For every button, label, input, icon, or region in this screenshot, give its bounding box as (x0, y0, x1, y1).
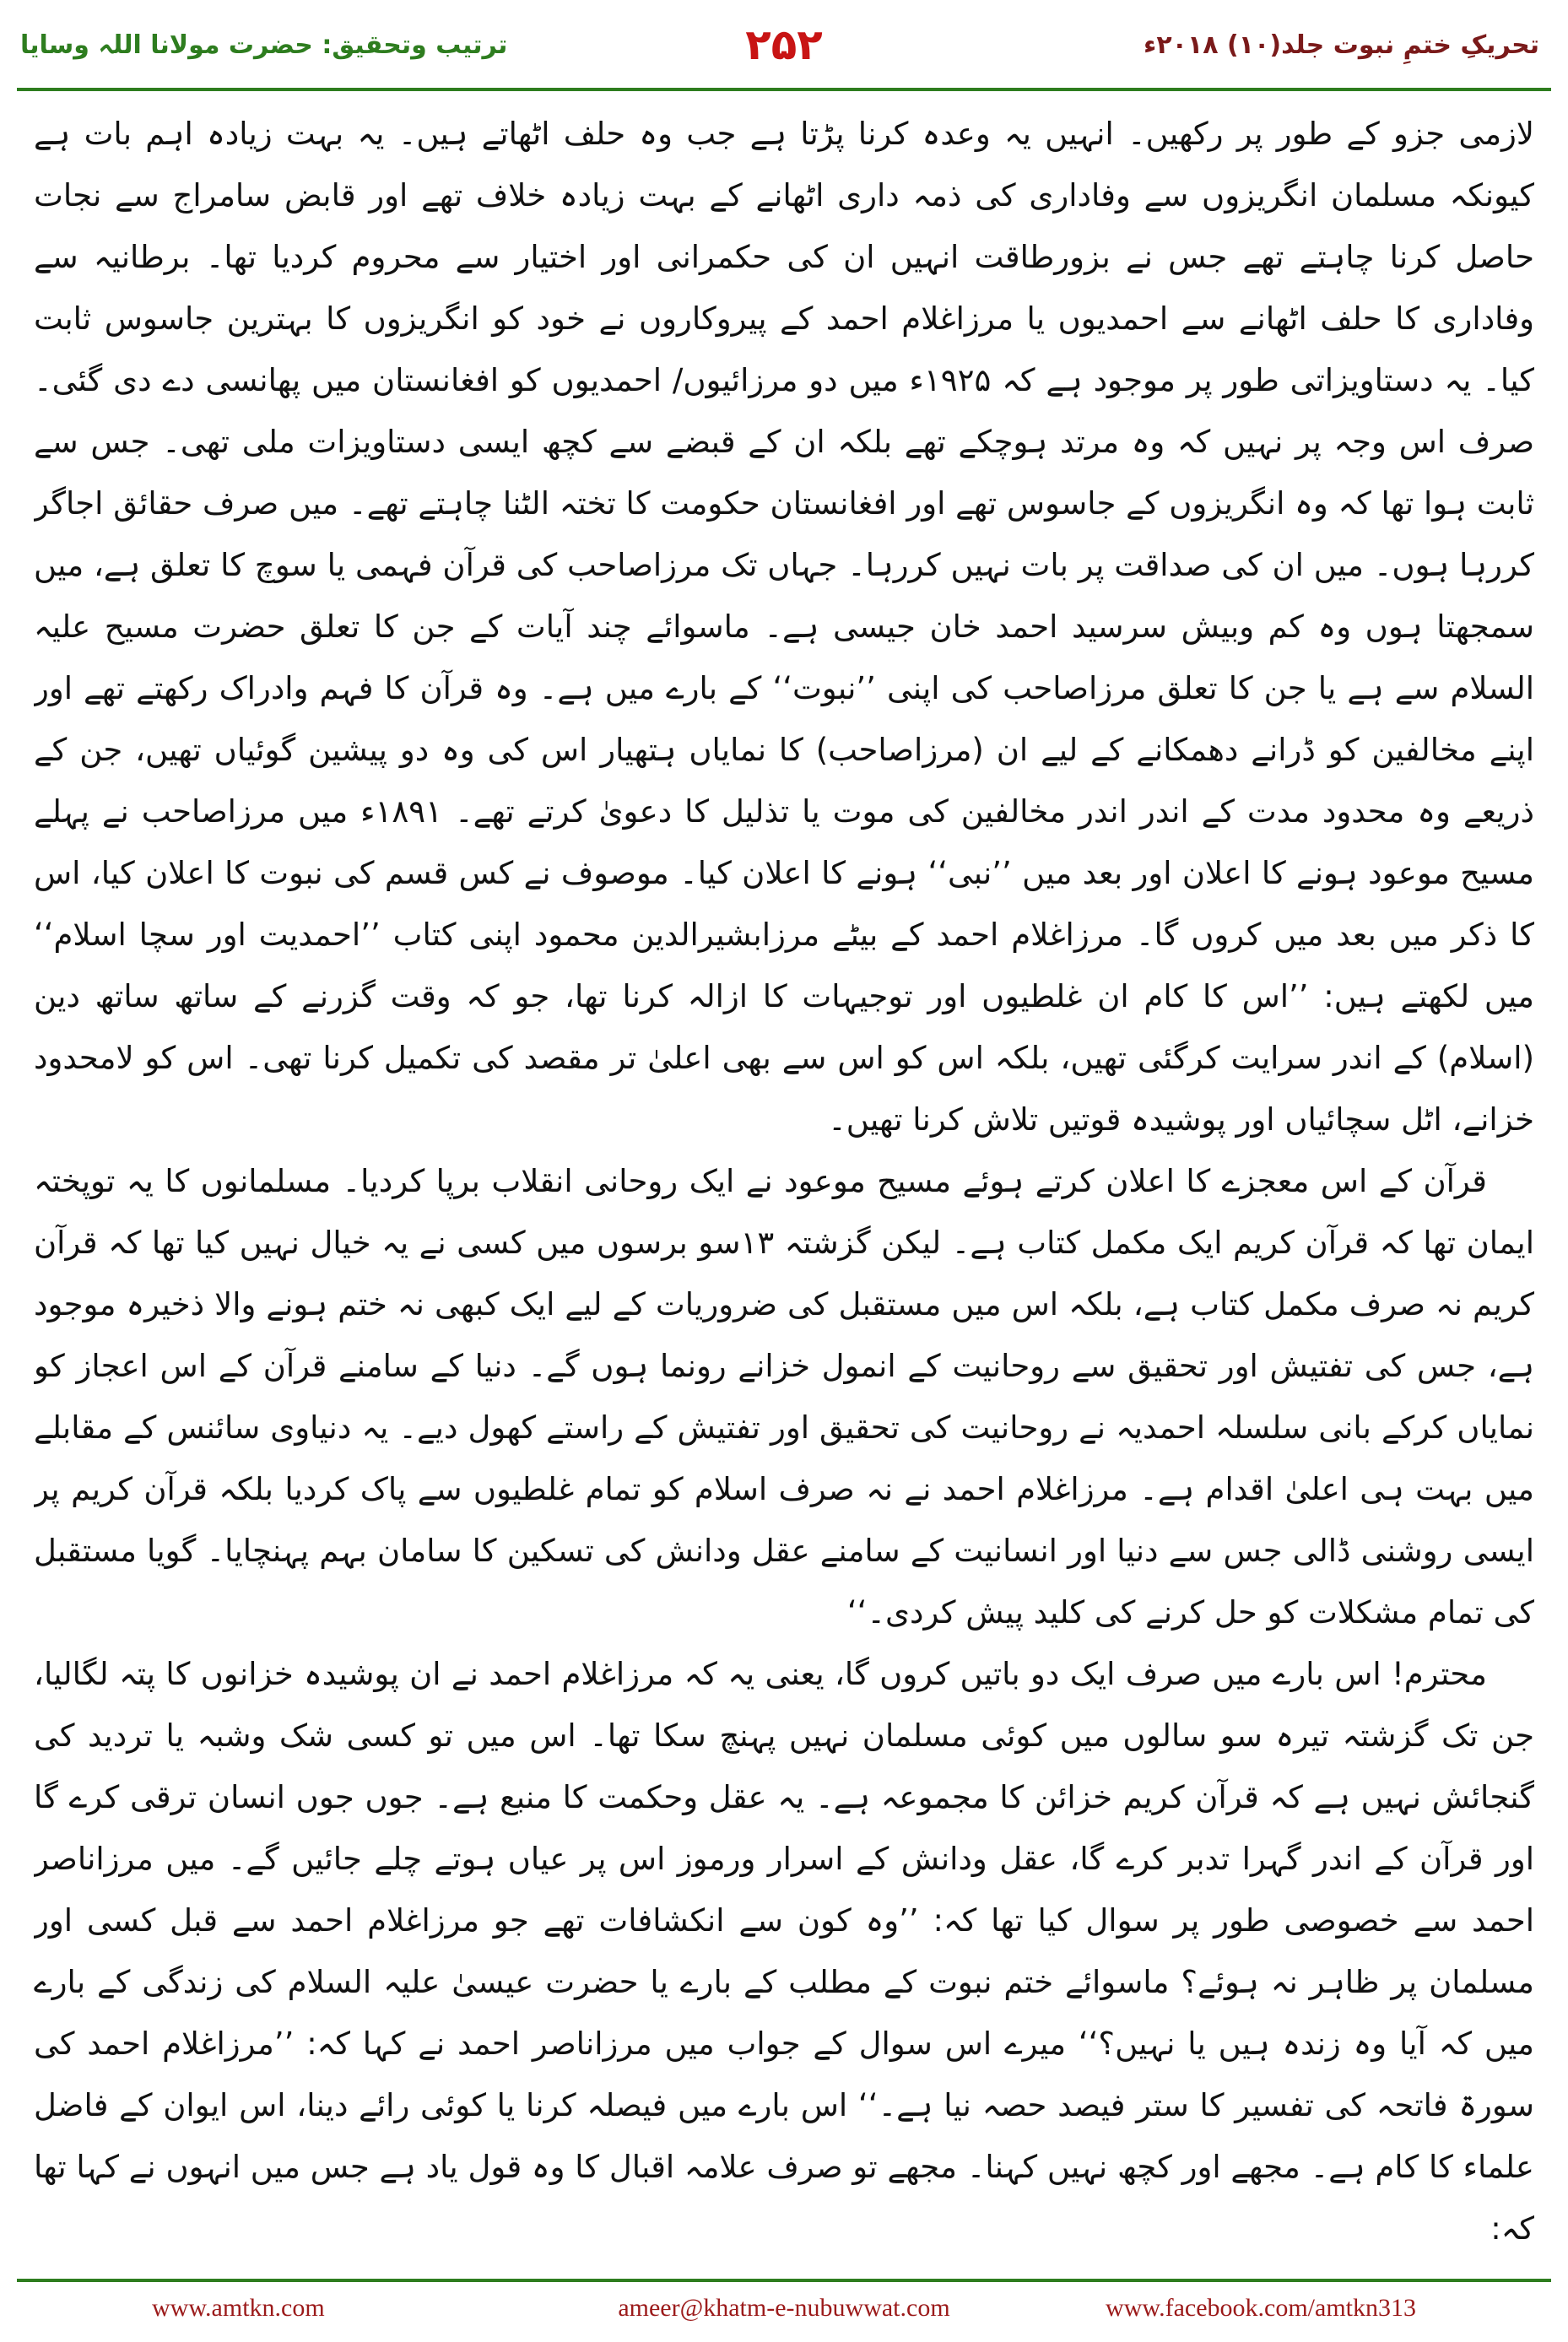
page-body (34, 103, 1534, 2247)
footer-facebook-link[interactable]: www.facebook.com/amtkn313 (1106, 2294, 1416, 2322)
paragraph-3: محترم! اس بارے میں صرف ایک دو باتیں کروں گا، یعنی یہ کہ مرزاغلام احمد نے ان پوشیدہ خزانوں کا پتہ لگالیا، جن تک گزشتہ تیرہ سو سالوں میں کوئی مسلمان نہیں پہنچ سکا تھا۔ اس میں تو کسی شک وشبہ یا تردید کی گنجائش نہیں ہے کہ قرآن کریم خزائن کا مجموعہ ہے۔ یہ عقل وحکمت کا منبع ہے۔ جوں جوں انسان ترقی کرے گا اور قرآن کے اندر گہرا تدبر کرے گا، عقل ودانش کے اسرار ورموز اس پر عیاں ہوتے چلے جائیں گے۔ میں مرزاناصر احمد سے خصوصی طور پر سوال کیا تھا کہ: ’’وہ کون سے انکشافات تھے جو مرزاغلام احمد سے قبل کسی اور مسلمان پر ظاہر نہ ہوئے؟ ماسوائے ختم نبوت کے مطلب کے بارے یا حضرت عیسیٰ علیہ السلام کی زندگی کے بارے میں کہ آیا وہ زندہ ہیں یا نہیں؟‘‘ میرے اس سوال کے جواب میں مرزاناصر احمد نے کہا کہ: ’’مرزاغلام احمد کی سورۃ فاتحہ کی تفسیر کا ستر فیصد حصہ نیا ہے۔‘‘ اس بارے میں فیصلہ کرنا یا کوئی رائے دینا، اس ایوان کے فاضل علماء کا کام ہے۔ مجھے اور کچھ نہیں کہنا۔ مجھے تو صرف علامہ اقبال کا وہ قول یاد ہے جس میں انہوں نے کہا تھا کہ: (34, 1656, 1534, 2247)
compiler-credit: ترتیب وتحقیق: حضرت مولانا اللہ وسایا (20, 30, 508, 60)
page-header (0, 0, 1568, 84)
page-footer (0, 2279, 1568, 2342)
book-title: تحریکِ ختمِ نبوت جلد(۱۰) ۲۰۱۸ء (1143, 30, 1539, 60)
paragraph-1: لازمی جزو کے طور پر رکھیں۔ انہیں یہ وعدہ کرنا پڑتا ہے جب وہ حلف اٹھاتے ہیں۔ یہ بہت زیادہ اہم بات ہے کیونکہ مسلمان انگریزوں سے وفاداری کی ذمہ داری اٹھانے کے بہت زیادہ خلاف تھے اور قابض سامراج سے نجات حاصل کرنا چاہتے تھے جس نے بزورطاقت انہیں ان کی حکمرانی اور اختیار سے محروم کردیا تھا۔ برطانیہ سے وفاداری کا حلف اٹھانے سے احمدیوں یا مرزاغلام احمد کے پیروکاروں نے خود کو انگریزوں کا بہترین جاسوس ثابت کیا۔ یہ دستاویزاتی طور پر موجود ہے کہ ۱۹۲۵ء میں دو مرزائیوں/ احمدیوں کو افغانستان میں پھانسی دے دی گئی۔ صرف اس وجہ پر نہیں کہ وہ مرتد ہوچکے تھے بلکہ ان کے قبضے سے کچھ ایسی دستاویزات ملی تھی۔ جس سے ثابت ہوا تھا کہ وہ انگریزوں کے جاسوس تھے اور افغانستان حکومت کا تختہ الٹنا چاہتے تھے۔ میں صرف حقائق اجاگر کررہا ہوں۔ میں ان کی صداقت پر بات نہیں کررہا۔ جہاں تک مرزاصاحب کی قرآن فہمی یا سوچ کا تعلق ہے، میں سمجھتا ہوں وہ کم وبیش سرسید احمد خان جیسی ہے۔ ماسوائے چند آیات کے جن کا تعلق حضرت مسیح علیہ السلام سے ہے یا جن کا تعلق مرزاصاحب کی اپنی ’’نبوت‘‘ کے بارے میں ہے۔ وہ قرآن کا فہم وادراک رکھتے تھے اور اپنے مخالفین کو ڈرانے دھمکانے کے لیے ان (مرزاصاحب) کا نمایاں ہتھیار اس کی وہ دو پیشین گوئیاں تھیں، جن کے ذریعے وہ محدود مدت کے اندر اندر مخالفین کی موت یا تذلیل کا دعویٰ کرتے تھے۔ ۱۸۹۱ء میں مرزاصاحب نے پہلے مسیح موعود ہونے کا اعلان اور بعد میں ’’نبی‘‘ ہونے کا اعلان کیا۔ موصوف نے کس قسم کی نبوت کا اعلان کیا، اس کا ذکر میں بعد میں کروں گا۔ مرزاغلام احمد کے بیٹے مرزابشیرالدین محمود اپنی کتاب ’’احمدیت اور سچا اسلام‘‘ میں لکھتے ہیں: ’’اس کا کام ان غلطیوں اور توجیہات کا ازالہ کرنا تھا، جو کہ وقت گزرنے کے ساتھ ساتھ دین (اسلام) کے اندر سرایت کرگئی تھیں، بلکہ اس کو اس سے بھی اعلیٰ تر مقصد کی تکمیل کرنا تھی۔ اس کو لامحدود خزانے، اٹل سچائیاں اور پوشیدہ قوتیں تلاش کرنا تھیں۔ (34, 116, 1534, 1138)
paragraph-2: قرآن کے اس معجزے کا اعلان کرتے ہوئے مسیح موعود نے ایک روحانی انقلاب برپا کردیا۔ مسلمانوں کا یہ توپختہ ایمان تھا کہ قرآن کریم ایک مکمل کتاب ہے۔ لیکن گزشتہ ۱۳سو برسوں میں کسی نے یہ خیال نہیں کیا تھا کہ قرآن کریم نہ صرف مکمل کتاب ہے، بلکہ اس میں مستقبل کی ضروریات کے لیے ایک کبھی نہ ختم ہونے والا ذخیرہ موجود ہے، جس کی تفتیش اور تحقیق سے روحانیت کے انمول خزانے رونما ہوں گے۔ دنیا کے سامنے قرآن کے اس اعجاز کو نمایاں کرکے بانی سلسلہ احمدیہ نے روحانیت کی تحقیق اور تفتیش کے راستے کھول دیے۔ یہ دنیاوی سائنس کے مقابلے میں بہت ہی اعلیٰ اقدام ہے۔ مرزاغلام احمد نے نہ صرف اسلام کو تمام غلطیوں سے پاک کردیا بلکہ قرآن کریم پر ایسی روشنی ڈالی جس سے دنیا اور انسانیت کے سامنے عقل ودانش کی تسکین کا سامان بہم پہنچایا۔ گویا مستقبل کی تمام مشکلات کو حل کرنے کی کلید پیش کردی۔‘‘ (34, 1163, 1534, 1631)
page-number: ۲۵۲ (745, 20, 823, 69)
header-divider (17, 88, 1551, 91)
footer-divider (17, 2279, 1551, 2282)
footer-website-link[interactable]: www.amtkn.com (152, 2294, 325, 2322)
footer-email[interactable]: ameer@khatm-e-nubuwwat.com (618, 2294, 950, 2322)
